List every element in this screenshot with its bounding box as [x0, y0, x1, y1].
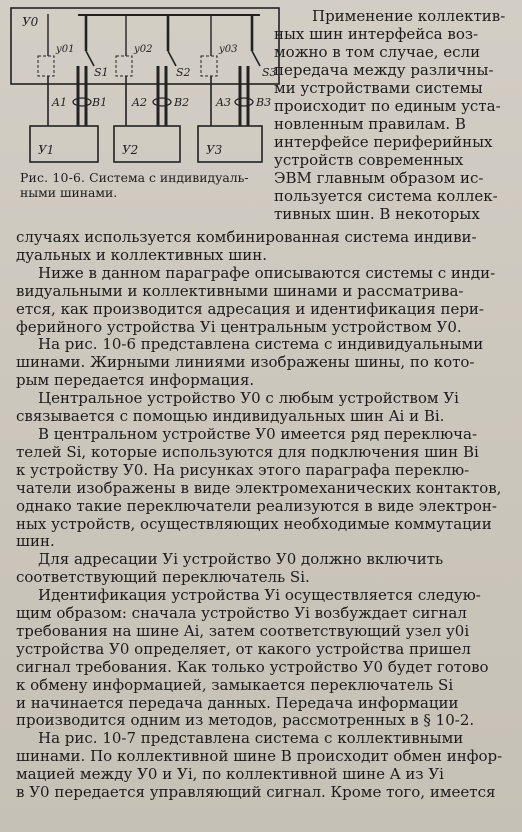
- node-box-1: [38, 56, 54, 76]
- side-text-line: ЭВМ главным образом ис-: [274, 169, 484, 187]
- body-text-line: ется, как производится адресация и идентификация пери-: [16, 299, 485, 318]
- body-text-line: На рис. 10-6 представлена система с индивидуальными: [38, 335, 484, 354]
- side-text-line: Применение коллектив-: [312, 7, 506, 25]
- label-s3: S3: [262, 66, 277, 79]
- body-text-line: в У0 передается управляющий сигнал. Кроме того, имеется: [16, 783, 496, 802]
- main-body-text: [16, 229, 514, 802]
- label-y2: У2: [122, 143, 139, 157]
- body-text-line: На рис. 10-7 представлена система с коллективными: [38, 729, 464, 748]
- body-text-line: к устройству У0. На рисунках этого параграфа переклю-: [16, 460, 470, 479]
- body-text-line: видуальными и коллективными шинами и рассматрива-: [16, 281, 464, 300]
- side-text-line: интерфейсе периферийных: [274, 133, 493, 151]
- side-text-line: передача между различны-: [274, 61, 494, 79]
- body-text-line: В центральном устройстве У0 имеется ряд переключа-: [38, 424, 478, 443]
- node-box-3: [201, 56, 217, 76]
- label-y0: У0: [22, 15, 39, 29]
- label-b1: B1: [92, 96, 108, 109]
- body-text-line: Центральное устройство У0 с любым устройством Уi: [38, 389, 459, 408]
- body-text-line: сигнал требования. Как только устройство У0 будет готово: [16, 657, 489, 676]
- node-box-2: [116, 56, 132, 76]
- body-text-line: дуальных и коллективных шин.: [16, 245, 267, 264]
- caption-text-2: ными шинами.: [20, 185, 118, 200]
- bus-bundle-mark: [235, 98, 253, 106]
- label-s2: S2: [176, 66, 191, 79]
- body-text-line: Ниже в данном параграфе описываются системы с инди-: [38, 263, 496, 282]
- body-text-line: шин.: [16, 532, 55, 551]
- body-text-line: однако такие переключатели реализуются в виде электрон-: [16, 496, 497, 515]
- body-text-line: мацией между У0 и Уi, по коллективной шине A из Уi: [16, 765, 444, 784]
- body-text-line: шинами. Жирными линиями изображены шины, по кото-: [16, 353, 475, 372]
- body-text-line: Идентификация устройства Уi осуществляется следую-: [38, 586, 481, 605]
- body-text-line: ферийного устройства Уi центральным устройством У0.: [16, 317, 462, 336]
- caption-text-1: Система с индивидуаль-: [85, 170, 249, 185]
- label-a1: A1: [52, 96, 67, 109]
- switch-s2: [168, 51, 176, 66]
- switch-s1: [86, 51, 94, 66]
- label-s1: S1: [94, 66, 109, 79]
- caption-label: Рис. 10-6.: [20, 170, 86, 185]
- label-b3: B3: [256, 96, 272, 109]
- body-text-line: рым передается информация.: [16, 371, 255, 390]
- side-text-line: можно в том случае, если: [274, 43, 481, 61]
- body-text-line: и начинается передача данных. Передача информации: [16, 693, 459, 712]
- body-text-line: чатели изображены в виде электромеханических контактов,: [16, 478, 502, 497]
- side-text-line: происходит по единым уста-: [274, 97, 501, 115]
- label-y1: У1: [38, 143, 55, 157]
- bus-bundle-mark: [153, 98, 171, 106]
- label-y3: У3: [206, 143, 223, 157]
- side-column-text: [274, 7, 514, 223]
- body-text-line: шинами. По коллективной шине B происходит обмен инфор-: [16, 747, 503, 766]
- bus-bundle-mark: [73, 98, 91, 106]
- body-text-line: Для адресации Уi устройство У0 должно включить: [38, 550, 444, 569]
- label-b2: B2: [174, 96, 190, 109]
- side-text-line: ми устройствами системы: [274, 79, 483, 97]
- body-text-line: телей Si, которые используются для подключения шин Bi: [16, 442, 479, 461]
- body-text-line: связывается с помощью индивидуальных шин Ai и Bi.: [16, 407, 445, 426]
- body-text-line: к обмену информацией, замыкается переключатель Si: [16, 675, 454, 694]
- switch-s3: [252, 51, 260, 66]
- label-y02: у02: [134, 44, 153, 55]
- side-text-line: пользуется система коллек-: [274, 187, 498, 205]
- body-text-line: устройства У0 определяет, от какого устройства пришел: [16, 639, 471, 658]
- body-text-line: щим образом: сначала устройство Уi возбуждает сигнал: [16, 604, 467, 623]
- body-text-line: ных устройств, осуществляющих необходимые коммутации: [16, 514, 492, 533]
- figure-caption: [20, 170, 268, 200]
- body-text-line: требования на шине Ai, затем соответствующий узел у0i: [16, 621, 470, 640]
- side-text-line: новленным правилам. В: [274, 115, 466, 133]
- label-a3: A3: [216, 96, 231, 109]
- side-text-line: тивных шин. В некоторых: [274, 205, 480, 223]
- side-text-line: ных шин интерфейса воз-: [274, 25, 479, 43]
- body-text-line: производится одним из методов, рассмотренных в § 10-2.: [16, 711, 475, 730]
- label-a2: A2: [132, 96, 147, 109]
- body-text-line: случаях используется комбинированная система индиви-: [16, 228, 477, 246]
- label-y03: у03: [219, 44, 238, 55]
- body-text-line: соответствующий переключатель Si.: [16, 568, 310, 587]
- side-text-line: устройств современных: [274, 151, 464, 169]
- figure-10-6-diagram: [8, 6, 290, 170]
- label-y01: у01: [56, 44, 75, 55]
